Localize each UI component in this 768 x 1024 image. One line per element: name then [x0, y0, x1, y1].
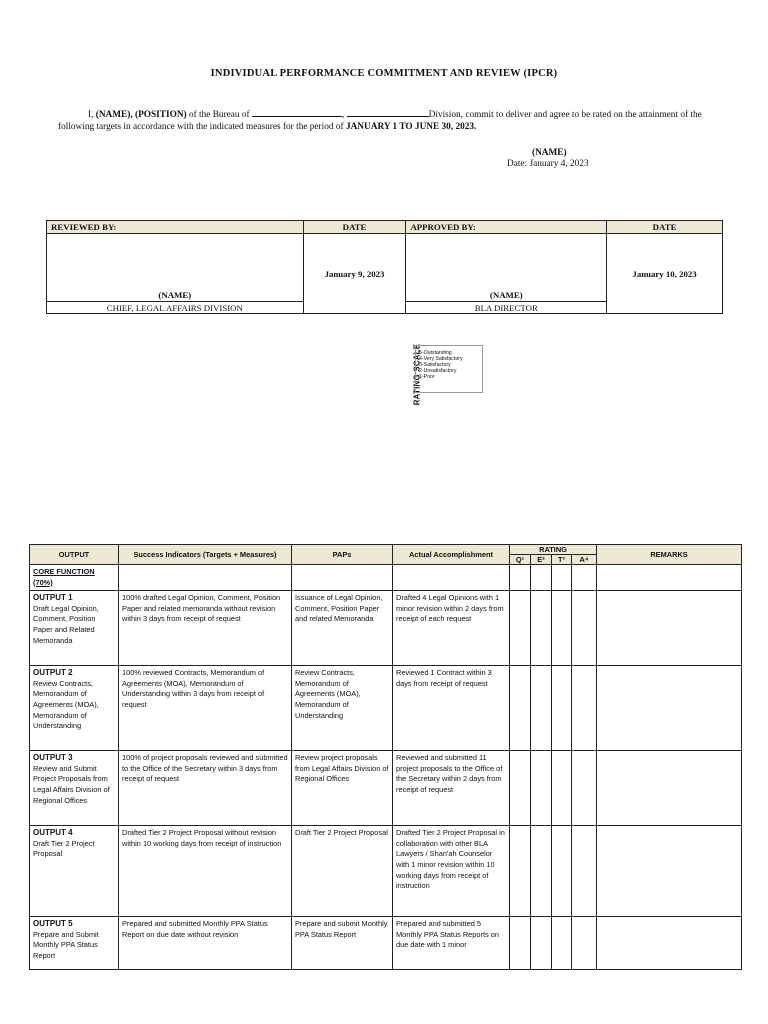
rating-a-cell — [572, 591, 597, 666]
table-cell — [393, 565, 510, 591]
division-blank — [347, 108, 429, 117]
rating-t-cell — [552, 666, 572, 751]
rating-e-cell — [531, 591, 552, 666]
reviewed-by-header: REVIEWED BY: — [47, 221, 304, 234]
rating-e-cell — [531, 826, 552, 917]
rating-efficiency-header: E² — [531, 555, 552, 565]
approval-date-value — [607, 234, 723, 314]
output-cell — [30, 751, 119, 826]
paps-cell: Issuance of Legal Opinion, Comment, Position Paper and related Memoranda — [292, 591, 393, 666]
rating-e-cell — [531, 666, 552, 751]
rating-quality-header: Q¹ — [510, 555, 531, 565]
rating-q-cell — [510, 666, 531, 751]
table-cell — [552, 565, 572, 591]
output-text: Prepare and Submit Monthly PPA Status Report — [33, 929, 99, 960]
rating-timeliness-header: T³ — [552, 555, 572, 565]
output-text: Draft Tier 2 Project Proposal — [33, 838, 95, 859]
actual-accomplishment-cell: Prepared and submitted 5 Monthly PPA Status Reports on due date with 1 minor — [393, 917, 510, 970]
success-indicator-cell: 100% of project proposals reviewed and submitted to the Office of the Secretary within 3 days from receipt of request — [119, 751, 292, 826]
rating-a-cell — [572, 826, 597, 917]
rating-e-cell — [531, 917, 552, 970]
rating-e-cell — [531, 751, 552, 826]
core-function-label: CORE FUNCTION (70%) — [30, 565, 119, 591]
rating-scale-item: 5-Outstanding — [419, 350, 452, 356]
rating-t-cell — [552, 751, 572, 826]
output-title: OUTPUT 5 — [33, 919, 73, 929]
table-row — [30, 917, 742, 970]
table-row — [30, 751, 742, 826]
remarks-header: REMARKS — [597, 545, 742, 565]
ipcr-targets-table — [29, 544, 742, 970]
rating-scale-item: 2-Unsatisfactory — [419, 368, 457, 374]
table-row — [30, 666, 742, 751]
rating-scale-item: 4-Very Satisfactory — [419, 356, 463, 362]
rating-scale-item: 1-Poor — [419, 374, 435, 380]
rating-q-cell — [510, 751, 531, 826]
success-indicator-cell: 100% reviewed Contracts, Memorandum of Agreements (MOA), Memorandum of Understanding within 3 days from receipt of request — [119, 666, 292, 751]
output-cell — [30, 917, 119, 970]
intro-text-4: Division, commit to deliver and agree to be rated on the attainment of the following targets in accordance with the indicated measures for the period of — [58, 110, 702, 132]
actual-accomplishment-cell: Drafted Tier 2 Project Proposal in collaboration with other BLA Lawyers / Shari'ah Counselor with 1 minor revision within 10 working days from receipt of instruction — [393, 826, 510, 917]
rating-scale-box — [415, 345, 483, 393]
paps-cell: Review project proposals from Legal Affairs Division of Regional Offices — [292, 751, 393, 826]
rating-scale-item: 3-Satisfactory — [419, 362, 451, 368]
paps-cell: Draft Tier 2 Project Proposal — [292, 826, 393, 917]
table-cell — [119, 565, 292, 591]
output-title: OUTPUT 4 — [33, 828, 73, 838]
intro-text-2: of the Bureau of — [186, 110, 252, 120]
success-indicator-cell: Prepared and submitted Monthly PPA Status Report on due date without revision — [119, 917, 292, 970]
table-cell — [531, 565, 552, 591]
output-title: OUTPUT 3 — [33, 753, 73, 763]
paps-header: PAPs — [292, 545, 393, 565]
approved-by-header: APPROVED BY: — [406, 221, 607, 234]
rating-a-cell — [572, 666, 597, 751]
commitment-statement — [58, 108, 730, 133]
success-indicator-cell: 100% drafted Legal Opinion, Comment, Position Paper and related memoranda without revision within 3 days from receipt of request — [119, 591, 292, 666]
rating-q-cell — [510, 917, 531, 970]
approval-date-text: January 10, 2023 — [632, 268, 697, 279]
rating-a-cell — [572, 751, 597, 826]
signatory-date: Date: January 4, 2023 — [507, 159, 589, 169]
remarks-cell — [597, 826, 742, 917]
table-cell — [292, 565, 393, 591]
rating-q-cell — [510, 591, 531, 666]
review-approval-table — [46, 220, 723, 314]
review-date-value — [303, 234, 406, 314]
remarks-cell — [597, 751, 742, 826]
paps-cell: Review Contracts, Memorandum of Agreements (MOA), Memorandum of Understanding — [292, 666, 393, 751]
actual-accomplishment-cell: Drafted 4 Legal Opinions with 1 minor revision within 2 days from receipt of each request — [393, 591, 510, 666]
remarks-cell — [597, 917, 742, 970]
rating-t-cell — [552, 826, 572, 917]
reviewer-name: (NAME) — [47, 234, 304, 302]
rating-header: RATING — [510, 545, 597, 555]
table-cell — [597, 565, 742, 591]
actual-accomplishment-header: Actual Accomplishment — [393, 545, 510, 565]
review-date-header: DATE — [303, 221, 406, 234]
review-date-text: January 9, 2023 — [324, 268, 385, 279]
rating-scale-label: RATING SCALE — [412, 343, 422, 406]
paps-cell: Prepare and submit Monthly PPA Status Report — [292, 917, 393, 970]
output-text: Review and Submit Project Proposals from Legal Affairs Division of Regional Offices — [33, 763, 110, 805]
rating-average-header: A⁴ — [572, 555, 597, 565]
bureau-blank — [252, 108, 342, 117]
actual-accomplishment-cell: Reviewed 1 Contract within 3 days from receipt of request — [393, 666, 510, 751]
reviewer-position: CHIEF, LEGAL AFFAIRS DIVISION — [47, 302, 304, 314]
intro-text-3: , — [341, 110, 347, 120]
document-title: INDIVIDUAL PERFORMANCE COMMITMENT AND REVIEW (IPCR) — [210, 68, 558, 79]
rating-t-cell — [552, 917, 572, 970]
intro-text-1: I, — [88, 110, 96, 120]
table-row — [30, 826, 742, 917]
success-indicators-header: Success Indicators (Targets + Measures) — [119, 545, 292, 565]
remarks-cell — [597, 591, 742, 666]
output-text: Draft Legal Opinion, Comment, Position Paper and Related Memoranda — [33, 603, 99, 645]
commitment-period: JANUARY 1 TO JUNE 30, 2023. — [345, 122, 477, 132]
rating-scale — [400, 342, 490, 412]
output-text: Review Contracts, Memorandum of Agreements (MOA), Memorandum of Understanding — [33, 678, 99, 731]
output-cell — [30, 666, 119, 751]
output-cell — [30, 591, 119, 666]
signatory-name: (NAME) — [532, 148, 567, 158]
table-row — [30, 591, 742, 666]
rating-a-cell — [572, 917, 597, 970]
rating-t-cell — [552, 591, 572, 666]
approver-position: BLA DIRECTOR — [406, 302, 607, 314]
employee-name-position: (NAME), (POSITION) — [95, 110, 187, 120]
output-cell — [30, 826, 119, 917]
output-title: OUTPUT 1 — [33, 593, 73, 603]
table-cell — [510, 565, 531, 591]
rating-q-cell — [510, 826, 531, 917]
table-cell — [572, 565, 597, 591]
success-indicator-cell: Drafted Tier 2 Project Proposal without revision within 10 working days from receipt of instruction — [119, 826, 292, 917]
approval-date-header: DATE — [607, 221, 723, 234]
approver-name: (NAME) — [406, 234, 607, 302]
output-header: OUTPUT — [30, 545, 119, 565]
output-title: OUTPUT 2 — [33, 668, 73, 678]
actual-accomplishment-cell: Reviewed and submitted 11 project proposals to the Office of the Secretary within 2 days from receipt of request — [393, 751, 510, 826]
remarks-cell — [597, 666, 742, 751]
